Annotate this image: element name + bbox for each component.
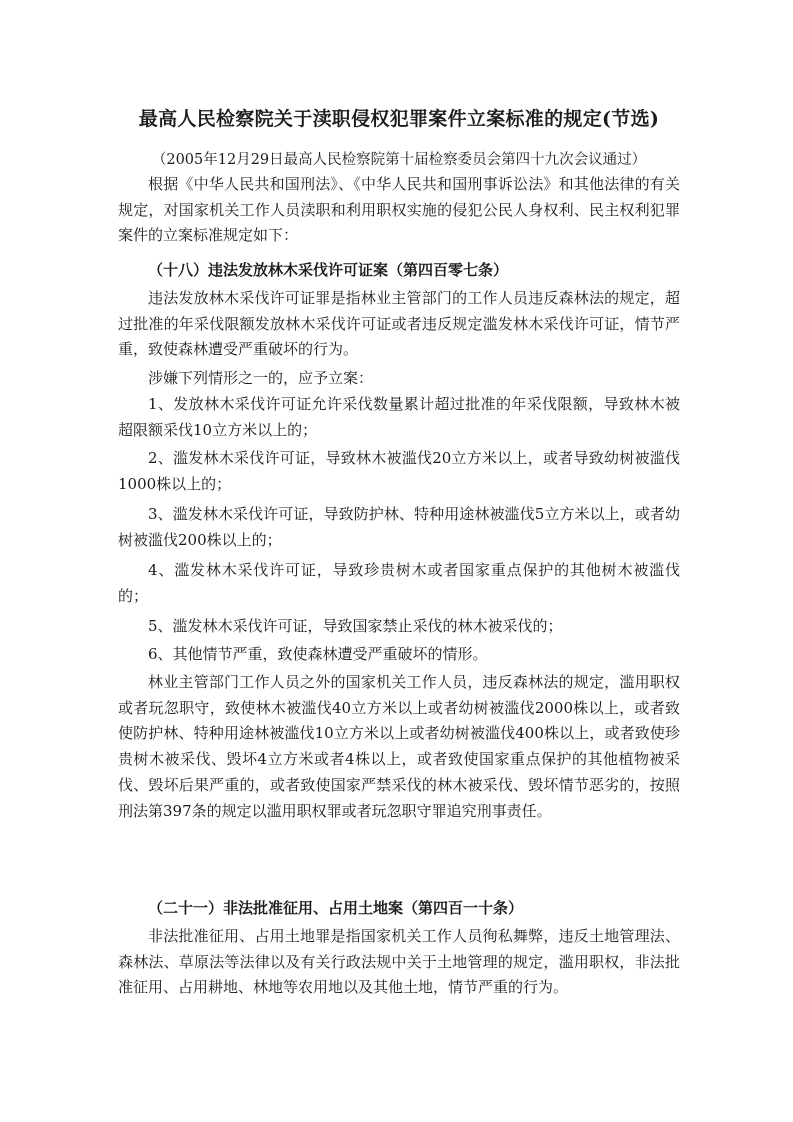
section-18-definition: 违法发放林木采伐许可证罪是指林业主管部门的工作人员违反森林法的规定，超过批准的年采伐限额发放林木采伐许可证或者违反规定滥发林木采伐许可证，情节严重，致使森林遭受严重破坏的行为。: [118, 289, 680, 359]
intro-paragraph: 根据《中华人民共和国刑法》、《中华人民共和国刑事诉讼法》和其他法律的有关规定，对国家机关工作人员渎职和利用职权实施的侵犯公民人身权利、民主权利犯罪案件的立案标准规定如下：: [118, 175, 680, 245]
adoption-note: （2005年12月29日最高人民检察院第十届检察委员会第四十九次会议通过）: [151, 152, 647, 168]
criteria-item-6: 6、其他情节严重，致使森林遭受严重破坏的情形。: [148, 645, 488, 663]
document-title: 最高人民检察院关于渎职侵权犯罪案件立案标准的规定(节选): [138, 108, 660, 130]
criteria-item-3: 3、滥发林木采伐许可证，导致防护林、特种用途林被滥伐5立方米以上，或者幼树被滥伐200株以上的；: [118, 505, 680, 549]
section-18-criteria-intro: 涉嫌下列情形之一的，应予立案：: [148, 369, 374, 387]
section-21-heading: （二十一）非法批准征用、占用土地案（第四百一十条）: [148, 899, 524, 917]
criteria-item-5: 5、滥发林木采伐许可证，导致国家禁止采伐的林木被采伐的；: [148, 617, 563, 635]
criteria-item-1: 1、发放林木采伐许可证允许采伐数量累计超过批准的年采伐限额，导致林木被超限额采伐10立方米以上的；: [118, 395, 680, 439]
section-18-closing: 林业主管部门工作人员之外的国家机关工作人员，违反森林法的规定，滥用职权或者玩忽职守，致使林木被滥伐40立方米以上或者幼树被滥伐2000株以上，或者致使防护林、特种用途林被滥伐10立方米以上或者幼树被滥伐400株以上，或者致使珍贵树木被采伐、毁坏4立方米或者4株以上，或者致使国家重点保护的其他植物被采伐、毁坏后果严重的，或者致使国家严禁采伐的林木被采伐、毁坏情节恶劣的，按照刑法第397条的规定以滥用职权罪或者玩忽职守罪追究刑事责任。: [118, 673, 680, 820]
criteria-item-4: 4、滥发林木采伐许可证，导致珍贵树木或者国家重点保护的其他树木被滥伐的；: [118, 561, 680, 605]
criteria-item-2: 2、滥发林木采伐许可证，导致林木被滥伐20立方米以上，或者导致幼树被滥伐1000株以上的；: [118, 449, 680, 493]
section-21-definition: 非法批准征用、占用土地罪是指国家机关工作人员徇私舞弊，违反土地管理法、森林法、草原法等法律以及有关行政法规中关于土地管理的规定，滥用职权，非法批准征用、占用耕地、林地等农用地以及其他土地，情节严重的行为。: [118, 927, 680, 997]
section-18-heading: （十八）违法发放林木采伐许可证案（第四百零七条）: [148, 261, 509, 279]
document-page: [118, 0, 680, 1122]
